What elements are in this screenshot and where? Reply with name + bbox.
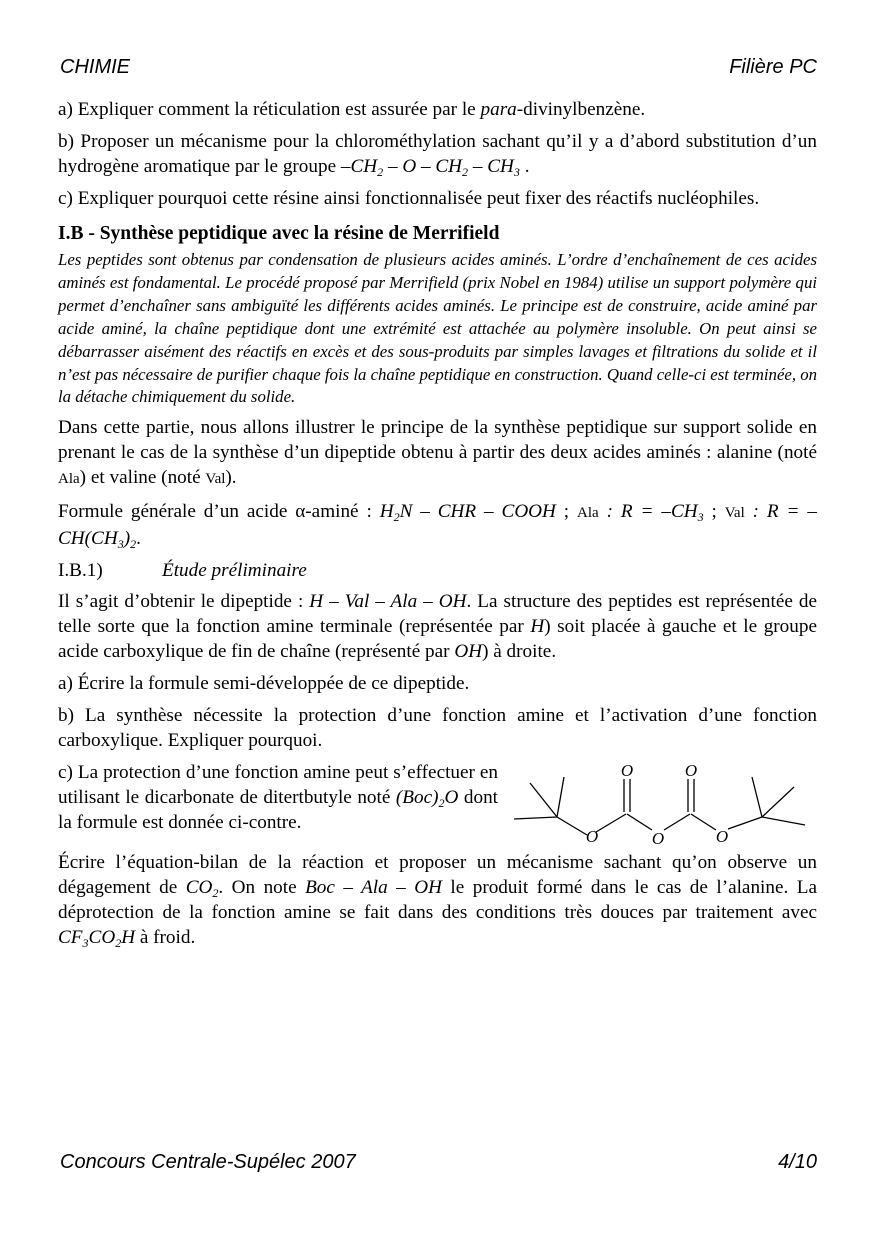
question-b-protection: b) La synthèse nécessite la protection d’une fonction amine et l’activation d’une fonction carboxylique. Expliquer pourquoi. — [58, 705, 817, 752]
question-c-nucleophiles: c) Expliquer pourquoi cette résine ainsi fonctionnalisée peut fixer des réactifs nucléophiles. — [58, 188, 760, 209]
question-a-formula: a) Écrire la formule semi-développée de ce dipeptide. — [58, 673, 470, 695]
carbonyl-oxygen-2: O — [684, 762, 698, 781]
footer-page: 4/10 — [778, 1151, 817, 1173]
alanine-r-group: : $R = -CH_3$ — [598, 501, 704, 525]
header-track: Filière PC — [729, 56, 817, 78]
question-b-chloromethylation: b) Proposer un mécanisme pour la chlorométhylation sachant qu’il y a d’abord substitution d’un hydrogène aromatique par le groupe $-CH_2$ – O – $CH_2 - CH_3$ . — [58, 131, 817, 179]
subsection-heading — [58, 558, 817, 583]
bridge-oxygen: O — [651, 829, 665, 849]
alpha-symbol: α — [295, 501, 306, 523]
valine-abbrev: Val — [205, 471, 226, 488]
general-formula: Formule générale d’un acide α-aminé : $H_2N$ – CHR – COOH ; Ala : $R = -CH_3$ ; Val : $R = -CH(CH_3)_2$. — [58, 501, 817, 552]
ester-oxygen-2: O — [715, 827, 729, 847]
question-c-boc: c) La protection d’une fonction amine peut s’effectuer en utilisant le dicarbonate de ditertbutyle noté $(Boc)_2O$ dont la formule est donnée ci-contre. — [58, 762, 498, 834]
subsection-number: I.B.1) — [58, 560, 103, 582]
skeletal-bonds — [514, 777, 805, 835]
dipeptide-formula: H – Val – Ala – OH — [309, 591, 467, 613]
intro-paragraph: Les peptides sont obtenus par condensation de plusieurs acides aminés. L’ordre d’enchaînement de ces acides aminés est fondamental. Le procédé proposé par Merrifield (prix Nobel en 1984) utilise un support polymère qui permet d’enchaîner sans ambiguïté les différents acides aminés. Le principe est de construire, acide aminé par acide aminé, la chaîne peptidique dont une extrémité est attachée au polymère insoluble. On peut ainsi se débarrasser aisément des réactifs en excès et des sous-produits par simples lavages et filtrations du solide et il n’est pas nécessaire de purifier chaque fois la chaîne peptidique en construction. Quand celle-ci est terminée, on la détache chimiquement du solide. — [58, 250, 818, 407]
valine-r-group: : $R = -CH(CH_3)_2$ — [58, 501, 817, 552]
paragraph-dipeptide-intro: Dans cette partie, nous allons illustrer le principe de la synthèse peptidique sur support solide en prenant le cas de la synthèse d’un dipeptide obtenu à partir des deux acides aminés : alanine (noté Ala) et valine (noté Val). — [58, 417, 817, 489]
question-c-block — [58, 760, 817, 852]
amino-acid-formula: $H_2N$ – CHR – COOH — [379, 501, 556, 525]
question-a-reticulation: a) Expliquer comment la réticulation est assurée par le para-divinylbenzène. — [58, 99, 646, 120]
paragraph-equation: Écrire l’équation-bilan de la réaction et proposer un mécanisme sachant qu’on observe un dégagement de $CO_2$. On note Boc – Ala – OH le produit formé dans le cas de l’alanine. La déprotection de la fonction amine se fait dans des conditions très douces par traitement avec $CF_3CO_2H$ à froid. — [58, 852, 817, 951]
boc-ala-oh: Boc – Ala – OH — [305, 877, 442, 899]
header-subject: CHIMIE — [60, 56, 130, 78]
tfa-formula: $CF_3CO_2H$ — [58, 927, 136, 951]
subsection-title: Étude préliminaire — [162, 560, 307, 582]
footer-contest: Concours Centrale-Supélec 2007 — [60, 1151, 356, 1173]
para-prefix: para — [480, 99, 517, 120]
carbonyl-oxygen-1: O — [620, 762, 634, 781]
section-title: I.B - Synthèse peptidique avec la résine de Merrifield — [58, 223, 500, 244]
alanine-abbrev: Ala — [58, 471, 80, 488]
co2-formula: $CO_2$ — [185, 877, 219, 901]
ester-oxygen-1: O — [585, 827, 599, 847]
paragraph-dipeptide-structure: Il s’agit d’obtenir le dipeptide : H – Val – Ala – OH. La structure des peptides est représentée de telle sorte que la fonction amine terminale (représentée par H) soit placée à gauche et le groupe acide carboxylique de fin de chaîne (représenté par OH) à droite. — [58, 591, 817, 663]
boc-anhydride-structure — [512, 762, 812, 852]
ethoxymethyl-group: $-CH_2$ – O – $CH_2 - CH_3$ — [340, 156, 520, 179]
boc2o-formula: $(Boc)_2O$ — [395, 787, 459, 811]
page-content — [58, 97, 817, 957]
